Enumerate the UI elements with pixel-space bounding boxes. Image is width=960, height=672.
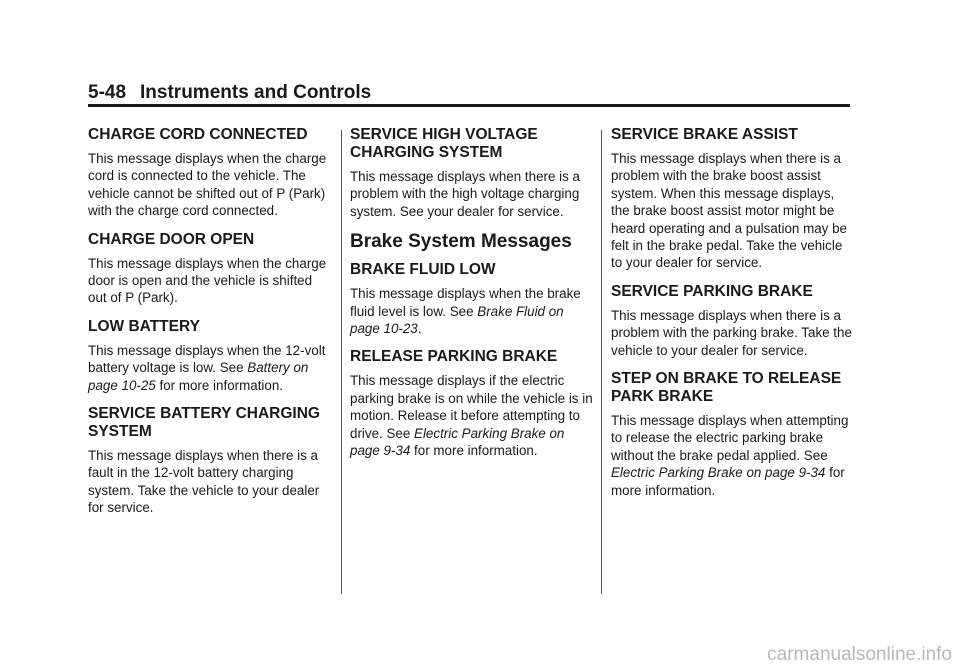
link-battery[interactable]: Battery on page 10-25 [88,360,309,393]
text-step-on-brake [611,412,855,499]
column-3 [611,126,855,510]
heading-release-parking-brake: RELEASE PARKING BRAKE [350,348,558,366]
heading-charge-door-open: CHARGE DOOR OPEN [88,230,255,248]
heading-low-battery: LOW BATTERY [88,317,200,335]
link-electric-parking-brake-2[interactable]: Electric Parking Brake on page 9-34 [611,465,826,481]
text-charge-cord-connected: This message displays when the charge cord is connected to the vehicle. The vehicle cannot be shifted out of P (Park) with the charge cord connected. [88,151,327,219]
text-service-parking-brake: This message displays when there is a problem with the parking brake. Take the vehicle to your dealer for service. [611,307,852,358]
heading-service-high-voltage: SERVICE HIGH VOLTAGE CHARGING SYSTEM [350,126,538,161]
text-brake-fluid-low [350,285,594,337]
text-low-battery-b: for more information. [155,377,284,393]
column-1 [88,126,332,528]
watermark: carmanualsonline.info [767,644,952,665]
text-release-parking-brake-a: This message displays if the electric parking brake is on while the vehicle is in motion. Release it before attempting to drive. See [350,373,593,441]
column-2 [350,126,594,470]
text-service-battery-charging: This message displays when there is a fault in the 12-volt battery charging system. Take the vehicle to your dealer for service. [88,448,320,516]
text-release-parking-brake-b: for more information. [410,443,538,459]
text-step-on-brake-b: for more information. [611,465,845,498]
header-rule [88,104,850,107]
link-brake-fluid[interactable]: Brake Fluid on page 10-23 [350,303,564,337]
text-low-battery [88,342,332,394]
text-service-brake-assist: This message displays when there is a problem with the brake boost assist system. When this message displays, the brake boost assist motor might be heard operating and a pulsation may be felt in the brake pedal. Take the vehicle to your dealer for service. [611,151,847,271]
heading-service-battery-charging: SERVICE BATTERY CHARGING SYSTEM [88,405,320,441]
heading-brake-fluid-low: BRAKE FLUID LOW [350,261,496,279]
heading-brake-system-messages: Brake System Messages [350,231,572,253]
text-brake-fluid-low-b: . [417,321,422,337]
heading-step-on-brake: STEP ON BRAKE TO RELEASE PARK BRAKE [611,370,842,406]
column-divider-2 [601,130,602,594]
section-title: Instruments and Controls [140,82,372,103]
text-low-battery-a: This message displays when the 12-volt battery voltage is low. See [88,342,326,376]
page-number: 5-48 [88,82,127,103]
page-header [88,82,850,104]
heading-charge-cord-connected: CHARGE CORD CONNECTED [88,126,308,143]
column-divider-1 [341,130,342,594]
text-brake-fluid-low-a: This message displays when the brake fluid level is low. See [350,286,581,319]
text-release-parking-brake [350,372,594,459]
text-charge-door-open: This message displays when the charge door is open and the vehicle is shifted out of P (Park). [88,255,327,306]
link-electric-parking-brake[interactable]: Electric Parking Brake on page 9-34 [350,425,565,459]
heading-service-parking-brake: SERVICE PARKING BRAKE [611,282,813,300]
heading-service-brake-assist: SERVICE BRAKE ASSIST [611,126,798,143]
text-service-high-voltage: This message displays when there is a problem with the high voltage charging system. See your dealer for service. [350,169,580,219]
text-step-on-brake-a: This message displays when attempting to release the electric parking brake without the brake pedal applied. See [611,413,849,463]
